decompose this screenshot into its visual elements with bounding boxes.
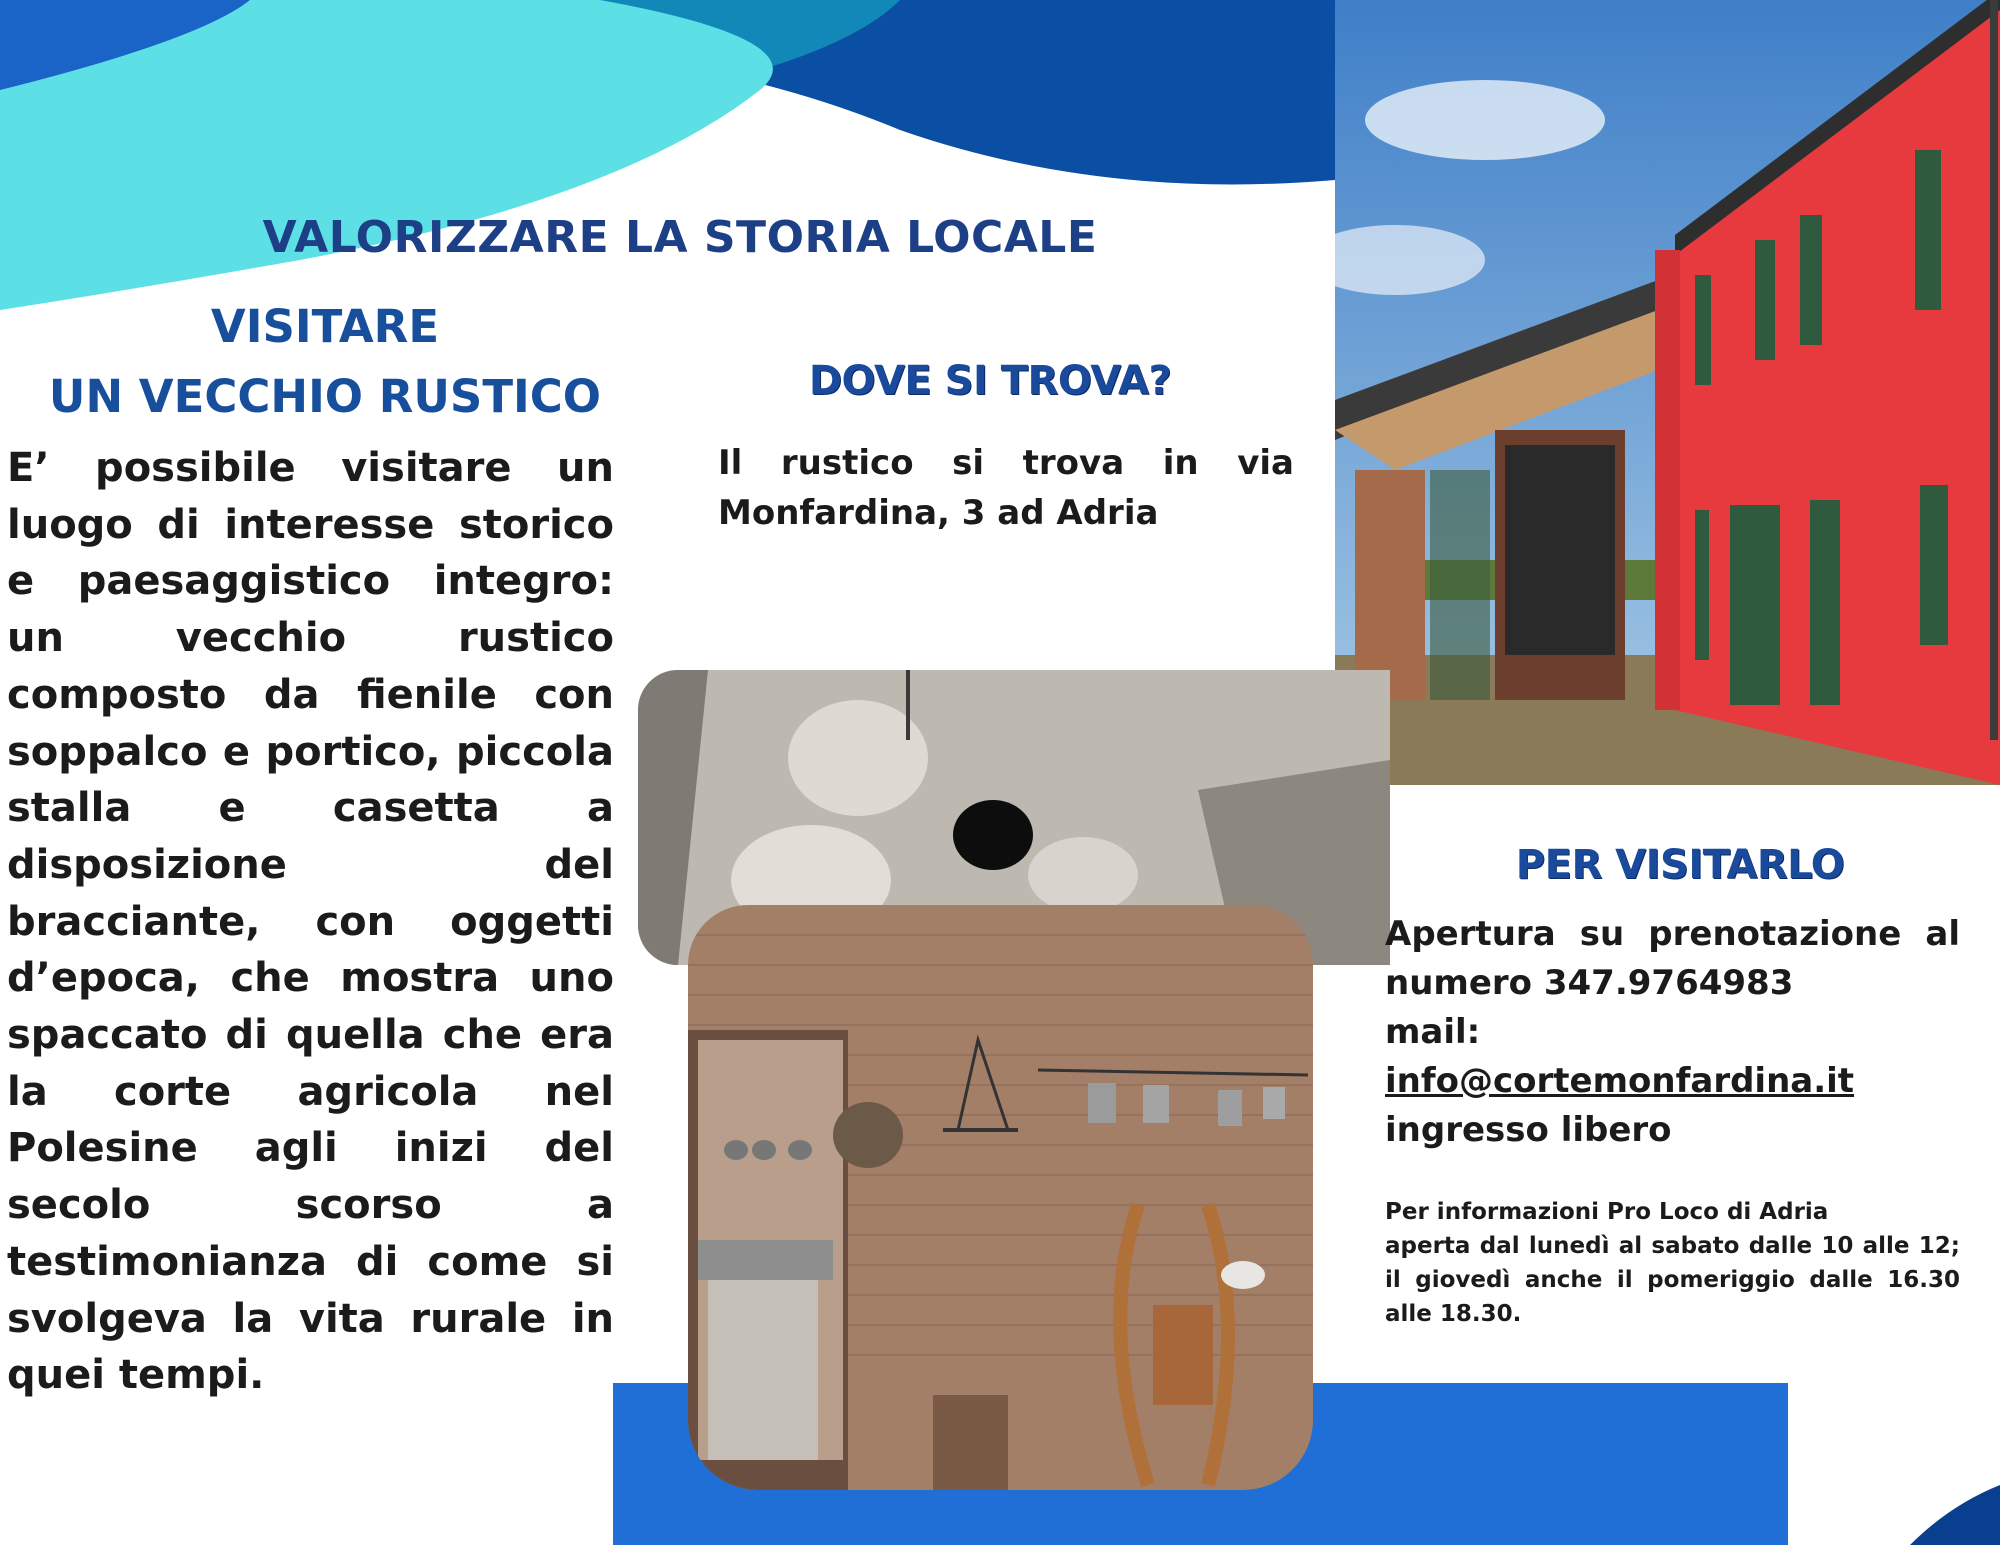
where-description: Il rustico si trova in via Monfardina, 3 ad Adria: [718, 443, 1294, 533]
rustic-interior-photo: [688, 905, 1313, 1490]
farmhouse-photo: [1335, 0, 2000, 785]
visit-info-title: PER VISITARLO: [1515, 842, 1845, 888]
page-title: VALORIZZARE LA STORIA LOCALE: [262, 212, 1098, 263]
pro-loco-title: Per informazioni Pro Loco di Adria: [1385, 1199, 1829, 1225]
email-link[interactable]: info@cortemonfardina.it: [1385, 1061, 1855, 1101]
booking-line: Apertura su prenotazione al: [1385, 914, 1960, 954]
where-section-title: DOVE SI TROVA?: [808, 358, 1172, 404]
mail-line: [1385, 1008, 1960, 1106]
visit-title-line1: VISITARE: [210, 300, 440, 353]
pro-loco-info: [1385, 1195, 1960, 1331]
corner-wave-decoration: [1910, 1485, 2000, 1545]
phone-line: numero 347.9764983: [1385, 963, 1794, 1003]
visit-section-title: [0, 292, 650, 432]
pro-loco-hours: aperta dal lunedì al sabato dalle 10 alle 12; il giovedì anche il pomeriggio dalle 16.30 alle 18.30.: [1385, 1233, 1960, 1327]
visit-info-block: [1385, 910, 1960, 1155]
visit-title-line2: UN VECCHIO RUSTICO: [48, 370, 602, 423]
visit-description: E’ possibile visitare un luogo di interesse storico e paesaggistico integro: un vecchio rustico composto da fienile con soppalco e portico, piccola stalla e casetta a disposizione del bracciante, con oggetti d’epoca, che mostra uno spaccato di quella che era la corte agricola nel Polesine agli inizi del secolo scorso a testimonianza di come si svolgeva la vita rurale in quei tempi.: [7, 445, 614, 1399]
header-wave-decoration: [0, 0, 1335, 320]
mail-label: mail:: [1385, 1012, 1481, 1052]
entry-line: ingresso libero: [1385, 1110, 1672, 1150]
